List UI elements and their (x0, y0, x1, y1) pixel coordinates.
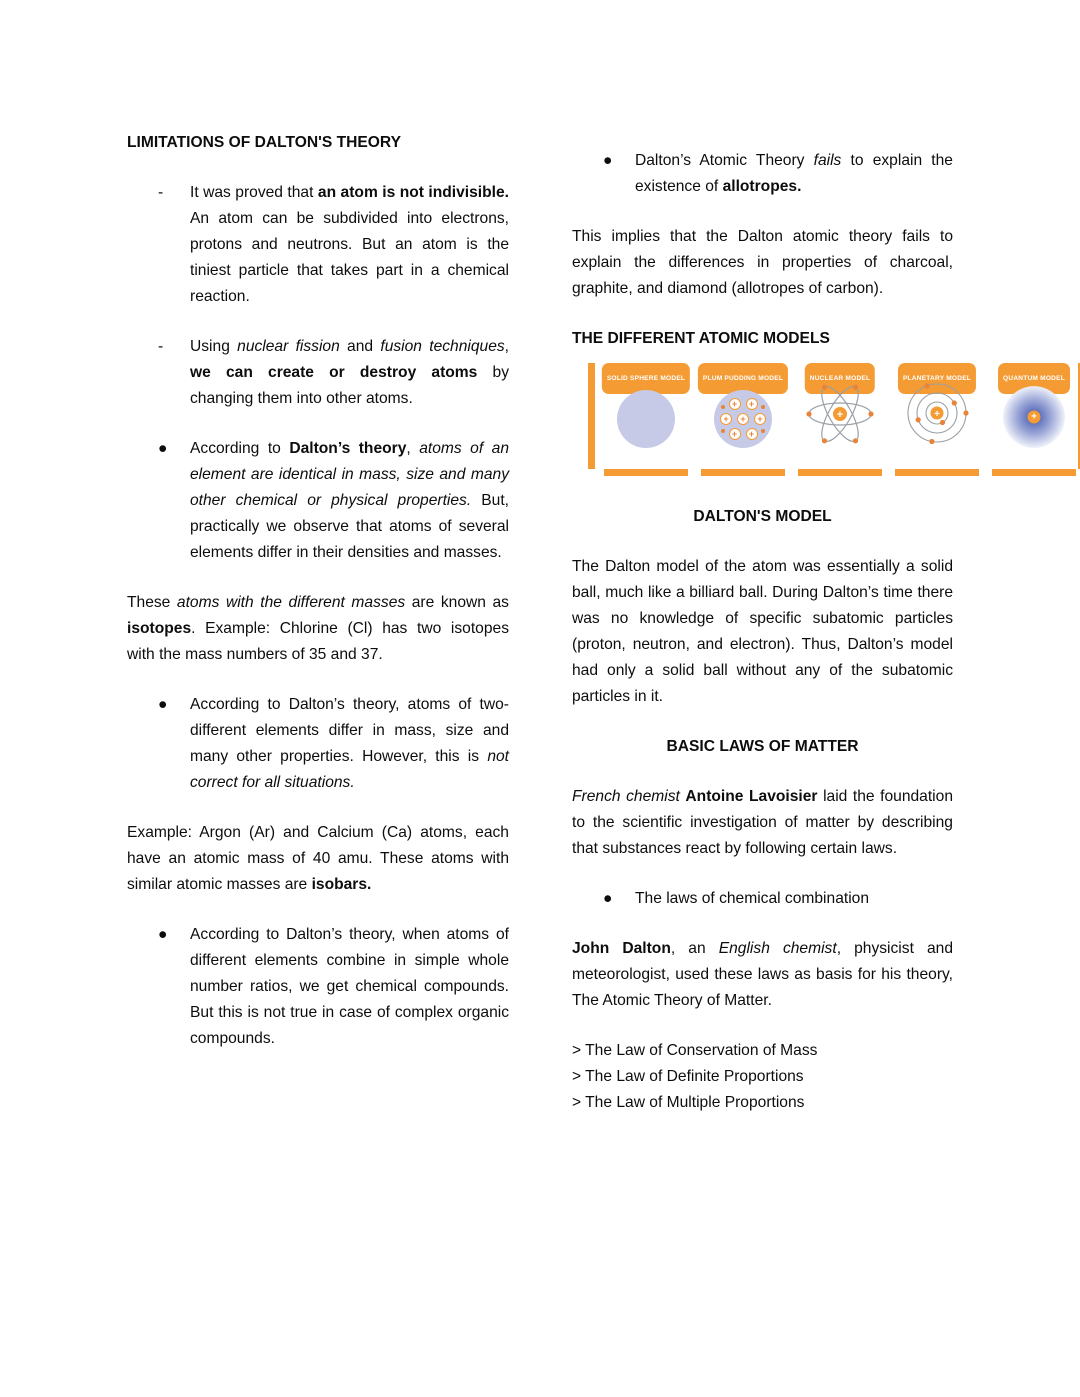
list-item (127, 334, 509, 412)
law-line: > The Law of Multiple Proportions (572, 1094, 805, 1111)
plus-particle-icon: + (746, 428, 758, 440)
label-nuclear-model: NUCLEAR MODEL (805, 363, 875, 394)
panel-underline (895, 469, 979, 476)
solid-sphere-model-icon (617, 390, 675, 448)
plus-particle-icon: + (720, 413, 732, 425)
list-item-text: According to Dalton’s theory, atoms of two- different elements differ in mass, size and many other properties. However, this is not correct for all situations. (190, 696, 509, 791)
bullet-marker: ● (603, 152, 613, 169)
electron-dot-icon (761, 405, 765, 409)
bullet-marker: ● (158, 696, 168, 713)
heading-atomic-models: THE DIFFERENT ATOMIC MODELS (572, 330, 830, 347)
list-item (572, 148, 953, 200)
panel-planetary (893, 360, 981, 476)
heading-basic-laws: BASIC LAWS OF MATTER (666, 738, 859, 755)
panel-underline (992, 469, 1076, 476)
planetary-model-icon (900, 380, 974, 446)
paragraph-daltons-model: The Dalton model of the atom was essentially a solid ball, much like a billiard ball. During Dalton’s time there was no knowledge of specific subatomic particles (proton, neutron, and electron). Thus, Dalton’s model had only a solid ball without any of the subatomic particles in it. (572, 558, 953, 705)
list-item (127, 692, 509, 796)
list-item-text: According to Dalton’s theory, when atoms of different elements combine in simple whole number ratios, we get chemical compounds. But this is not true in case of complex organic compounds. (190, 926, 509, 1047)
nucleus-plus-icon: + (1028, 411, 1041, 424)
nuclear-model-icon (803, 380, 877, 448)
panel-solid-sphere (602, 360, 690, 476)
dash-marker: - (158, 184, 164, 201)
list-item-text: It was proved that an atom is not indivisible. An atom can be subdivided into electrons, protons and neutrons. But an atom is the tiniest particle that takes part in a chemical reaction. (190, 184, 510, 305)
list-item (127, 922, 509, 1052)
list-item (572, 886, 953, 912)
figure-left-bar (588, 363, 595, 469)
quantum-model-icon (1003, 386, 1065, 448)
electron-dot-icon (721, 429, 725, 433)
heading-limitations: LIMITATIONS OF DALTON'S THEORY (127, 134, 401, 151)
plum-pudding-model-icon (714, 390, 772, 448)
plus-particle-icon: + (729, 398, 741, 410)
list-item (127, 436, 509, 566)
panel-underline (798, 469, 882, 476)
paragraph-lavoisier: French chemist Antoine Lavoisier laid the foundation to the scientific investigation of matter by describing that substances react by following certain laws. (572, 788, 953, 857)
list-item-text: Using nuclear fission and fusion techniques, we can create or destroy atoms by changing them into other atoms. (190, 338, 510, 407)
paragraph-isotopes: These atoms with the different masses are known as isotopes. Example: Chlorine (Cl) has two isotopes with the mass numbers of 35 and 37. (127, 594, 509, 663)
list-item-text: According to Dalton’s theory, atoms of an element are identical in mass, size and many other chemical or physical properties. But, practically we observe that atoms of several elements differ in their densities and masses. (190, 440, 510, 561)
figure-panels (602, 360, 1078, 476)
dash-marker: - (158, 338, 164, 355)
paragraph-isobars: Example: Argon (Ar) and Calcium (Ca) atoms, each have an atomic mass of 40 amu. These atoms with similar atomic masses are isobars. (127, 824, 509, 893)
list-item-text: The laws of chemical combination (635, 890, 870, 907)
plus-particle-icon: + (737, 413, 749, 425)
bullet-marker: ● (158, 926, 168, 943)
electron-dot-icon (761, 429, 765, 433)
list-item (127, 180, 509, 310)
plus-particle-icon: + (729, 428, 741, 440)
panel-quantum (990, 360, 1078, 476)
left-column (127, 130, 509, 1076)
electron-dot-icon (721, 405, 725, 409)
panel-plum-pudding (699, 360, 787, 476)
paragraph-john-dalton: John Dalton, an English chemist, physicist and meteorologist, used these laws as basis for his theory, The Atomic Theory of Matter. (572, 940, 954, 1009)
nucleus-plus-icon: + (836, 409, 844, 421)
plus-particle-icon: + (746, 398, 758, 410)
panel-underline (604, 469, 688, 476)
laws-list (572, 1038, 953, 1116)
bullet-marker: ● (158, 440, 168, 457)
label-solid-sphere-model: SOLID SPHERE MODEL (602, 363, 690, 394)
list-item-text: Dalton’s Atomic Theory fails to explain the existence of allotropes. (635, 152, 953, 195)
label-planetary-model: PLANETARY MODEL (898, 363, 976, 394)
right-column (572, 148, 1065, 1140)
law-line: > The Law of Definite Proportions (572, 1068, 804, 1085)
label-plum-pudding-model: PLUM PUDDING MODEL (698, 363, 788, 394)
panel-nuclear (796, 360, 884, 476)
law-line: > The Law of Conservation of Mass (572, 1042, 818, 1059)
atomic-models-figure (588, 360, 1080, 476)
nucleus-plus-icon: + (934, 409, 940, 420)
heading-daltons-model: DALTON'S MODEL (693, 508, 832, 525)
bullet-marker: ● (603, 890, 613, 907)
plus-particle-icon: + (754, 413, 766, 425)
paragraph-allotropes: This implies that the Dalton atomic theory fails to explain the differences in properties of charcoal, graphite, and diamond (allotropes of carbon). (572, 228, 953, 297)
panel-underline (701, 469, 785, 476)
label-quantum-model: QUANTUM MODEL (998, 363, 1070, 394)
